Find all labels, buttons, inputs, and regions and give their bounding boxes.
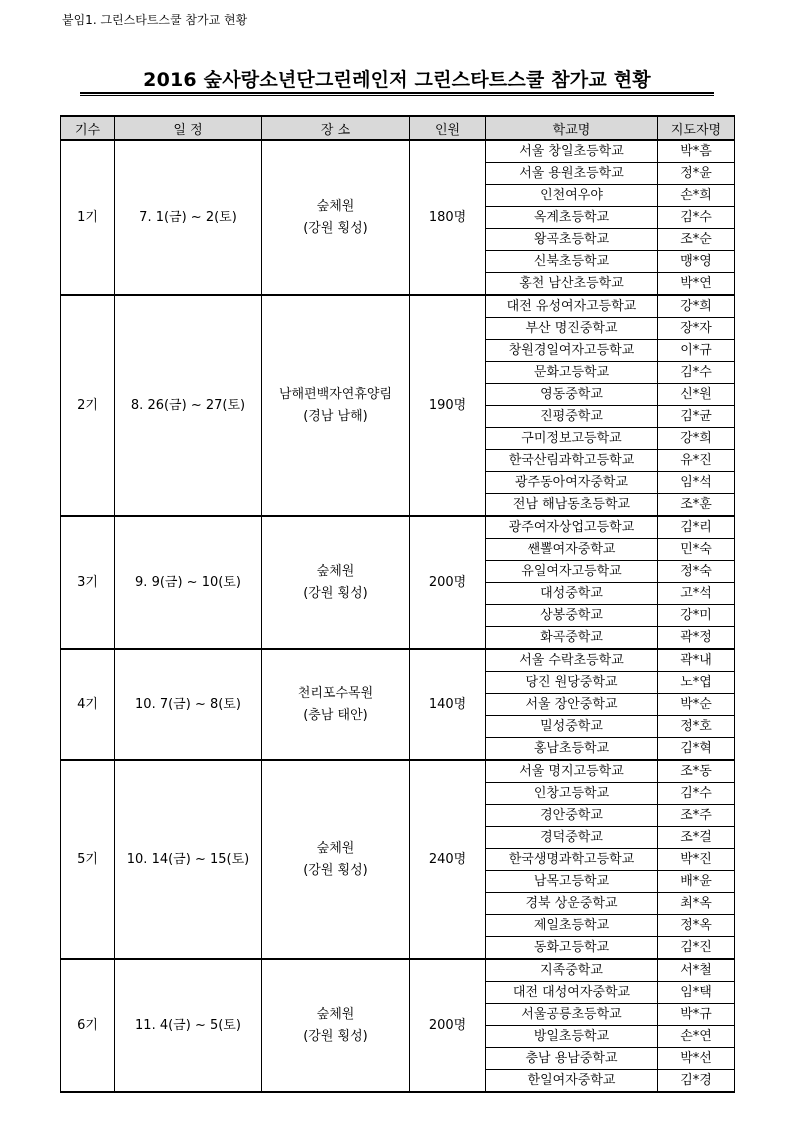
leader-name-cell: 강*미 — [658, 605, 735, 627]
venue-cell — [262, 959, 410, 1092]
header-count: 인원 — [410, 116, 486, 140]
leader-name-cell: 정*윤 — [658, 163, 735, 185]
leader-name-cell: 조*주 — [658, 805, 735, 827]
count-cell: 200명 — [410, 516, 486, 649]
leader-name-cell: 김*수 — [658, 362, 735, 384]
leader-name-cell: 고*석 — [658, 583, 735, 605]
leader-name-cell: 민*숙 — [658, 539, 735, 561]
school-name-cell: 화곡중학교 — [486, 627, 658, 650]
school-name-cell: 경안중학교 — [486, 805, 658, 827]
school-name-cell: 신북초등학교 — [486, 251, 658, 273]
table-row — [61, 649, 735, 672]
leader-name-cell: 조*훈 — [658, 494, 735, 517]
header-leader: 지도자명 — [658, 116, 735, 140]
term-cell: 3기 — [61, 516, 115, 649]
count-cell: 240명 — [410, 760, 486, 959]
leader-name-cell: 박*선 — [658, 1048, 735, 1070]
leader-name-cell: 강*희 — [658, 428, 735, 450]
leader-name-cell: 박*순 — [658, 694, 735, 716]
venue-name: 남해편백자연휴양림 — [278, 386, 393, 402]
leader-name-cell: 조*걸 — [658, 827, 735, 849]
school-name-cell: 제일초등학교 — [486, 915, 658, 937]
term-cell: 5기 — [61, 760, 115, 959]
header-schedule: 일 정 — [115, 116, 262, 140]
school-name-cell: 대성중학교 — [486, 583, 658, 605]
count-cell: 140명 — [410, 649, 486, 760]
school-name-cell: 한국생명과학고등학교 — [486, 849, 658, 871]
schedule-cell: 11. 4(금) ~ 5(토) — [115, 959, 262, 1092]
term-cell: 4기 — [61, 649, 115, 760]
table-body — [61, 140, 735, 1092]
leader-name-cell: 최*옥 — [658, 893, 735, 915]
header-school: 학교명 — [486, 116, 658, 140]
schedule-cell: 9. 9(금) ~ 10(토) — [115, 516, 262, 649]
leader-name-cell: 조*동 — [658, 760, 735, 783]
school-name-cell: 문화고등학교 — [486, 362, 658, 384]
leader-name-cell: 강*희 — [658, 295, 735, 318]
school-name-cell: 영동중학교 — [486, 384, 658, 406]
leader-name-cell: 서*철 — [658, 959, 735, 982]
venue-name: 숲체원 — [316, 840, 355, 856]
leader-name-cell: 맹*영 — [658, 251, 735, 273]
school-name-cell: 서울 명지고등학교 — [486, 760, 658, 783]
school-name-cell: 충남 용남중학교 — [486, 1048, 658, 1070]
school-name-cell: 전남 해남동초등학교 — [486, 494, 658, 517]
table-row — [61, 295, 735, 318]
school-name-cell: 한일여자중학교 — [486, 1070, 658, 1093]
leader-name-cell: 박*진 — [658, 849, 735, 871]
leader-name-cell: 곽*정 — [658, 627, 735, 650]
school-name-cell: 쌘뽈여자중학교 — [486, 539, 658, 561]
leader-name-cell: 김*진 — [658, 937, 735, 960]
school-name-cell: 대전 대성여자중학교 — [486, 982, 658, 1004]
school-name-cell: 유일여자고등학교 — [486, 561, 658, 583]
table-row — [61, 516, 735, 539]
table-row — [61, 959, 735, 982]
leader-name-cell: 곽*내 — [658, 649, 735, 672]
leader-name-cell: 정*옥 — [658, 915, 735, 937]
leader-name-cell: 김*경 — [658, 1070, 735, 1093]
schedule-cell: 10. 7(금) ~ 8(토) — [115, 649, 262, 760]
venue-region: (강원 횡성) — [303, 220, 368, 236]
school-name-cell: 진평중학교 — [486, 406, 658, 428]
school-name-cell: 한국산림과학고등학교 — [486, 450, 658, 472]
header-venue: 장 소 — [262, 116, 410, 140]
school-name-cell: 경덕중학교 — [486, 827, 658, 849]
leader-name-cell: 박*규 — [658, 1004, 735, 1026]
leader-name-cell: 유*진 — [658, 450, 735, 472]
venue-cell — [262, 649, 410, 760]
school-name-cell: 서울공릉초등학교 — [486, 1004, 658, 1026]
term-cell: 2기 — [61, 295, 115, 516]
count-cell: 200명 — [410, 959, 486, 1092]
leader-name-cell: 손*희 — [658, 185, 735, 207]
school-name-cell: 서울 창일초등학교 — [486, 140, 658, 163]
leader-name-cell: 김*리 — [658, 516, 735, 539]
leader-name-cell: 임*택 — [658, 982, 735, 1004]
school-name-cell: 방일초등학교 — [486, 1026, 658, 1048]
venue-region: (강원 횡성) — [303, 862, 368, 878]
leader-name-cell: 정*숙 — [658, 561, 735, 583]
term-cell: 6기 — [61, 959, 115, 1092]
school-name-cell: 서울 수락초등학교 — [486, 649, 658, 672]
leader-name-cell: 김*수 — [658, 207, 735, 229]
school-name-cell: 창원경일여자고등학교 — [486, 340, 658, 362]
venue-region: (강원 횡성) — [303, 585, 368, 601]
venue-name: 숲체원 — [316, 1006, 355, 1022]
table-row — [61, 140, 735, 163]
leader-name-cell: 노*엽 — [658, 672, 735, 694]
leader-name-cell: 박*흠 — [658, 140, 735, 163]
leader-name-cell: 손*연 — [658, 1026, 735, 1048]
school-name-cell: 서울 장안중학교 — [486, 694, 658, 716]
school-name-cell: 홍남초등학교 — [486, 738, 658, 761]
count-cell: 190명 — [410, 295, 486, 516]
header-term: 기수 — [61, 116, 115, 140]
leader-name-cell: 장*자 — [658, 318, 735, 340]
leader-name-cell: 김*균 — [658, 406, 735, 428]
venue-region: (강원 횡성) — [303, 1028, 368, 1044]
schedule-cell: 10. 14(금) ~ 15(토) — [115, 760, 262, 959]
venue-cell — [262, 295, 410, 516]
school-name-cell: 남목고등학교 — [486, 871, 658, 893]
venue-region: (충남 태안) — [303, 707, 368, 723]
page-title: 2016 숲사랑소년단그린레인저 그린스타트스쿨 참가교 현황 — [143, 69, 651, 91]
leader-name-cell: 정*호 — [658, 716, 735, 738]
venue-name: 숲체원 — [316, 198, 355, 214]
title-underline-lower — [80, 95, 714, 96]
school-name-cell: 왕곡초등학교 — [486, 229, 658, 251]
school-name-cell: 밀성중학교 — [486, 716, 658, 738]
schedule-cell: 8. 26(금) ~ 27(토) — [115, 295, 262, 516]
leader-name-cell: 임*석 — [658, 472, 735, 494]
title-underline — [80, 92, 714, 94]
venue-cell — [262, 140, 410, 295]
venue-name: 숲체원 — [316, 563, 355, 579]
term-cell: 1기 — [61, 140, 115, 295]
school-name-cell: 광주동아여자중학교 — [486, 472, 658, 494]
school-name-cell: 인창고등학교 — [486, 783, 658, 805]
leader-name-cell: 조*순 — [658, 229, 735, 251]
table-header-row — [61, 116, 735, 140]
school-name-cell: 동화고등학교 — [486, 937, 658, 960]
school-name-cell: 옥계초등학교 — [486, 207, 658, 229]
participant-table — [60, 115, 735, 1093]
leader-name-cell: 배*윤 — [658, 871, 735, 893]
venue-cell — [262, 516, 410, 649]
school-name-cell: 상봉중학교 — [486, 605, 658, 627]
leader-name-cell: 김*혁 — [658, 738, 735, 761]
school-name-cell: 서울 용원초등학교 — [486, 163, 658, 185]
school-name-cell: 광주여자상업고등학교 — [486, 516, 658, 539]
leader-name-cell: 박*연 — [658, 273, 735, 296]
venue-cell — [262, 760, 410, 959]
school-name-cell: 인천여우야 — [486, 185, 658, 207]
leader-name-cell: 김*수 — [658, 783, 735, 805]
table-row — [61, 760, 735, 783]
venue-name: 천리포수목원 — [297, 685, 374, 701]
school-name-cell: 지족중학교 — [486, 959, 658, 982]
leader-name-cell: 이*규 — [658, 340, 735, 362]
attachment-label: 붙임1. 그린스타트스쿨 참가교 현황 — [62, 13, 248, 27]
school-name-cell: 당진 원당중학교 — [486, 672, 658, 694]
schedule-cell: 7. 1(금) ~ 2(토) — [115, 140, 262, 295]
school-name-cell: 대전 유성여자고등학교 — [486, 295, 658, 318]
venue-region: (경남 남해) — [303, 408, 368, 424]
school-name-cell: 구미정보고등학교 — [486, 428, 658, 450]
school-name-cell: 부산 명진중학교 — [486, 318, 658, 340]
leader-name-cell: 신*원 — [658, 384, 735, 406]
school-name-cell: 경북 상운중학교 — [486, 893, 658, 915]
school-name-cell: 홍천 남산초등학교 — [486, 273, 658, 296]
count-cell: 180명 — [410, 140, 486, 295]
